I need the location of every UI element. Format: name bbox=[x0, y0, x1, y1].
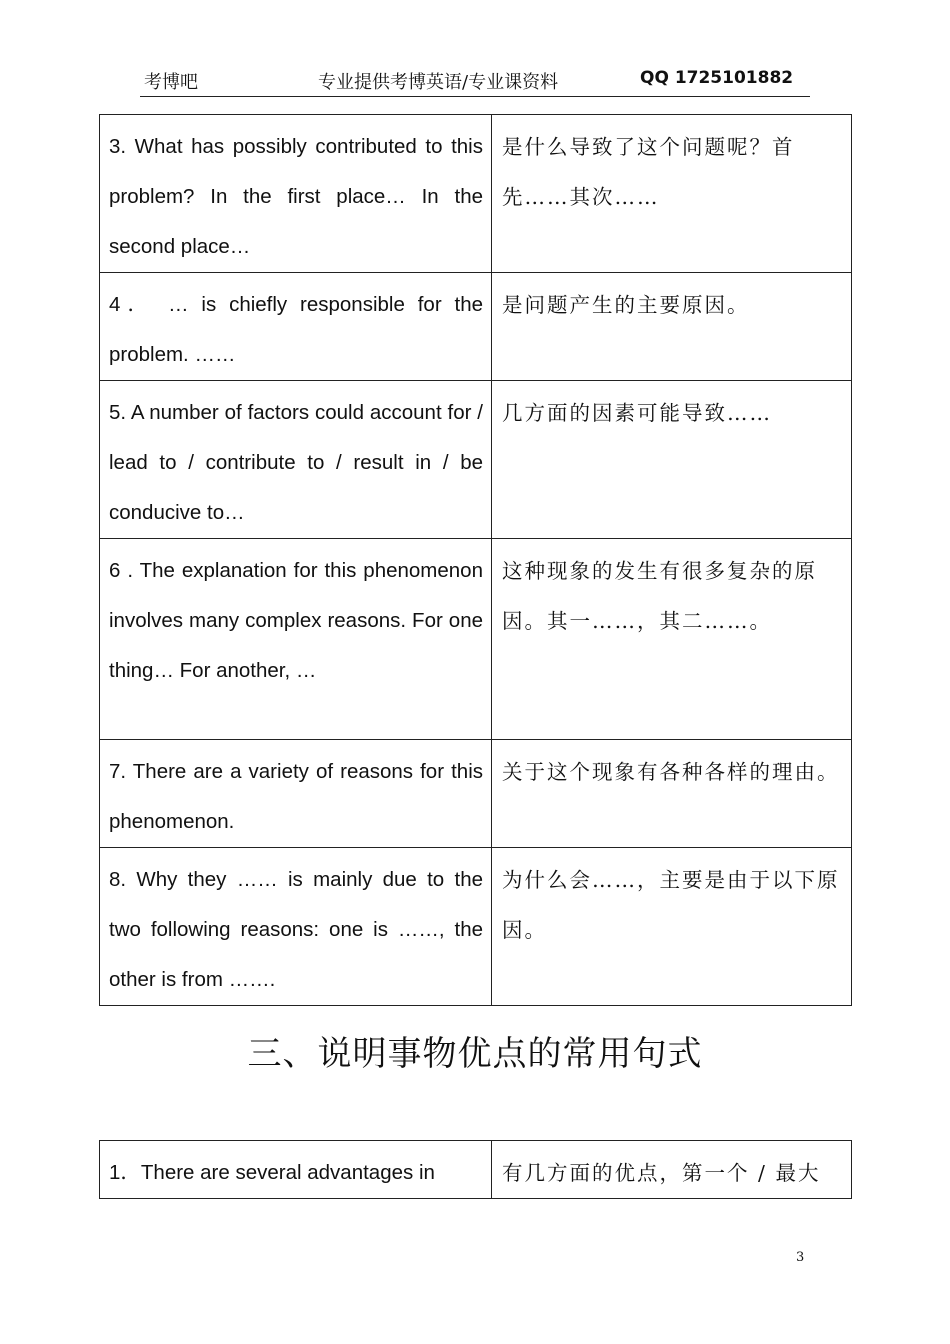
english-phrase-cell: 8. Why they …… is mainly due to the two following reasons: one is ……, the other is from ……. bbox=[100, 848, 492, 1006]
chinese-translation-cell: 几方面的因素可能导致…… bbox=[492, 381, 852, 539]
english-phrase-cell: 4． … is chiefly responsible for the problem. …… bbox=[100, 273, 492, 381]
header-contact: QQ 1725101882 bbox=[640, 68, 794, 88]
english-phrase-cell: 5. A number of factors could account for / lead to / contribute to / result in / be conducive to… bbox=[100, 381, 492, 539]
chinese-translation-cell: 是什么导致了这个问题呢？首先……其次…… bbox=[492, 115, 852, 273]
table-row bbox=[100, 381, 852, 539]
header-tagline: 专业提供考博英语/专业课资料 bbox=[318, 72, 559, 93]
chinese-translation-cell: 为什么会……，主要是由于以下原因。 bbox=[492, 848, 852, 1006]
header-site-name: 考博吧 bbox=[144, 72, 198, 93]
chinese-translation-cell: 有几方面的优点，第一个 / 最大 bbox=[492, 1141, 852, 1199]
phrase-table-causes bbox=[99, 114, 852, 1006]
table-row bbox=[100, 848, 852, 1006]
chinese-translation-cell: 这种现象的发生有很多复杂的原因。其一……，其二……。 bbox=[492, 539, 852, 740]
table-row bbox=[100, 273, 852, 381]
phrase-table-advantages bbox=[99, 1140, 852, 1199]
table-row bbox=[100, 740, 852, 848]
table-row bbox=[100, 115, 852, 273]
english-phrase-cell: 1．There are several advantages in bbox=[100, 1141, 492, 1199]
english-phrase-cell: 3. What has possibly contributed to this problem? In the first place… In the second place… bbox=[100, 115, 492, 273]
table-row bbox=[100, 1141, 852, 1199]
english-phrase-cell: 6 . The explanation for this phenomenon involves many complex reasons. For one thing… For another, … bbox=[100, 539, 492, 740]
page-header bbox=[140, 64, 810, 97]
table-row bbox=[100, 539, 852, 740]
section-heading: 三、说明事物优点的常用句式 bbox=[247, 1034, 703, 1074]
page-number: 3 bbox=[796, 1250, 805, 1265]
chinese-translation-cell: 是问题产生的主要原因。 bbox=[492, 273, 852, 381]
english-phrase-cell: 7. There are a variety of reasons for this phenomenon. bbox=[100, 740, 492, 848]
chinese-translation-cell: 关于这个现象有各种各样的理由。 bbox=[492, 740, 852, 848]
